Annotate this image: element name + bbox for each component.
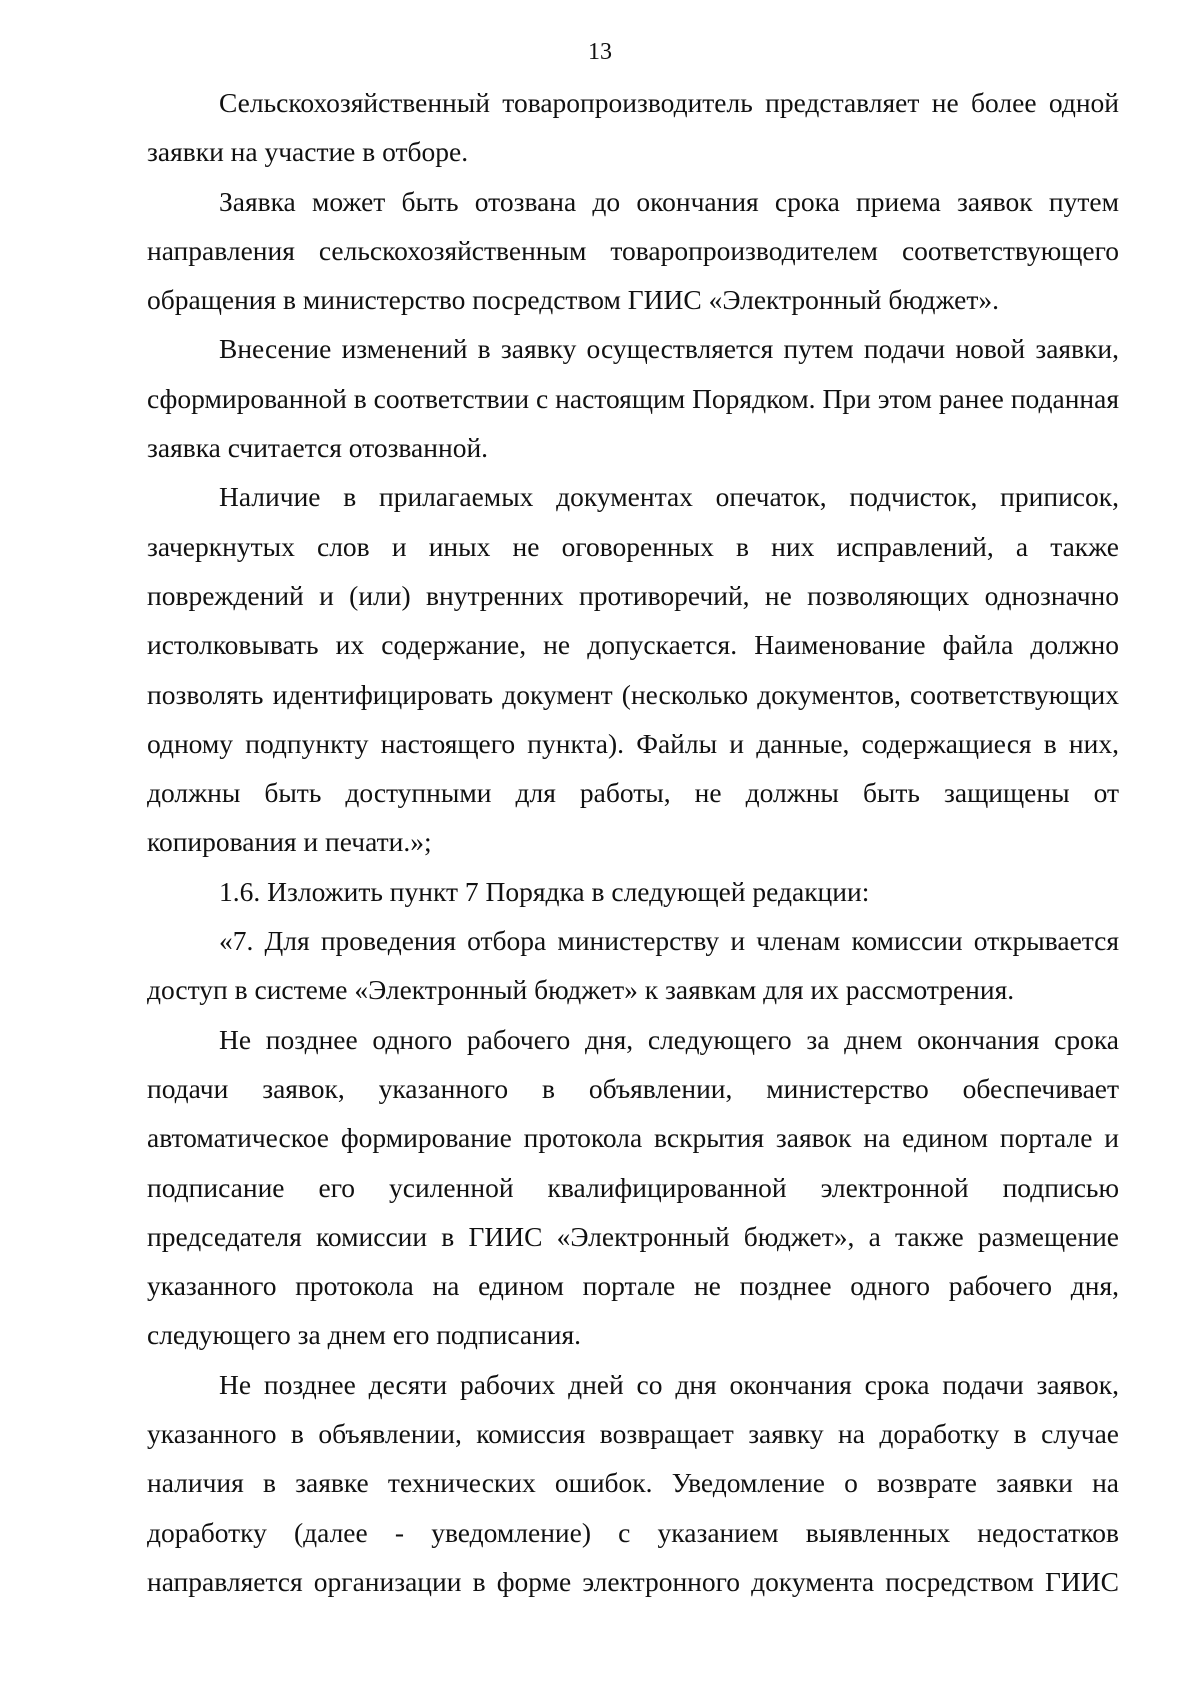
paragraph-document-requirements: Наличие в прилагаемых документах опечаток, подчисток, приписок, зачеркнутых слов и иных не оговоренных в них исправлений, а также повреждений и (или) внутренних противоречий, не позволяющих однозначно истолковывать их содержание, не допускается. Наименование файла должно позволять идентифицировать документ (несколько документов, соответствующих одному подпункту настоящего пункта). Файлы и данные, содержащиеся в них, должны быть доступными для работы, не должны быть защищены от копирования и печати.»; bbox=[147, 481, 1119, 858]
paragraph-withdrawal: Заявка может быть отозвана до окончания срока приема заявок путем направления сельскохозяйственным товаропроизводителем соответствующего обращения в министерство посредством ГИИС «Электронный бюджет». bbox=[147, 185, 1119, 316]
paragraph-single-application: Сельскохозяйственный товаропроизводитель представляет не более одной заявки на участие в отборе. bbox=[147, 87, 1119, 168]
paragraph-opening-protocol: Не позднее одного рабочего дня, следующего за днем окончания срока подачи заявок, указанного в объявлении, министерство обеспечивает автоматическое формирование протокола вскрытия заявок на едином портале и подписание его усиленной квалифицированной электронной подписью председателя комиссии в ГИИС «Электронный бюджет», а также размещение указанного протокола на едином портале не позднее одного рабочего дня, следующего за днем его подписания. bbox=[147, 1023, 1119, 1351]
paragraph-item-1-6: 1.6. Изложить пункт 7 Порядка в следующей редакции: bbox=[219, 875, 870, 907]
paragraph-return-for-revision: Не позднее десяти рабочих дней со дня окончания срока подачи заявок, указанного в объявлении, комиссия возвращает заявку на доработку в случае наличия в заявке технических ошибок. Уведомление о возврате заявки на доработку (далее - уведомление) с указанием выявленных недостатков направляется организации в форме электронного документа посредством ГИИС bbox=[147, 1368, 1119, 1597]
document-body bbox=[147, 78, 1119, 1606]
paragraph-amendments: Внесение изменений в заявку осуществляется путем подачи новой заявки, сформированной в соответствии с настоящим Порядком. При этом ранее поданная заявка считается отозванной. bbox=[147, 333, 1119, 464]
page-number: 13 bbox=[588, 39, 612, 65]
paragraph-item-7: «7. Для проведения отбора министерству и членам комиссии открывается доступ в системе «Электронный бюджет» к заявкам для их рассмотрения. bbox=[147, 925, 1119, 1006]
